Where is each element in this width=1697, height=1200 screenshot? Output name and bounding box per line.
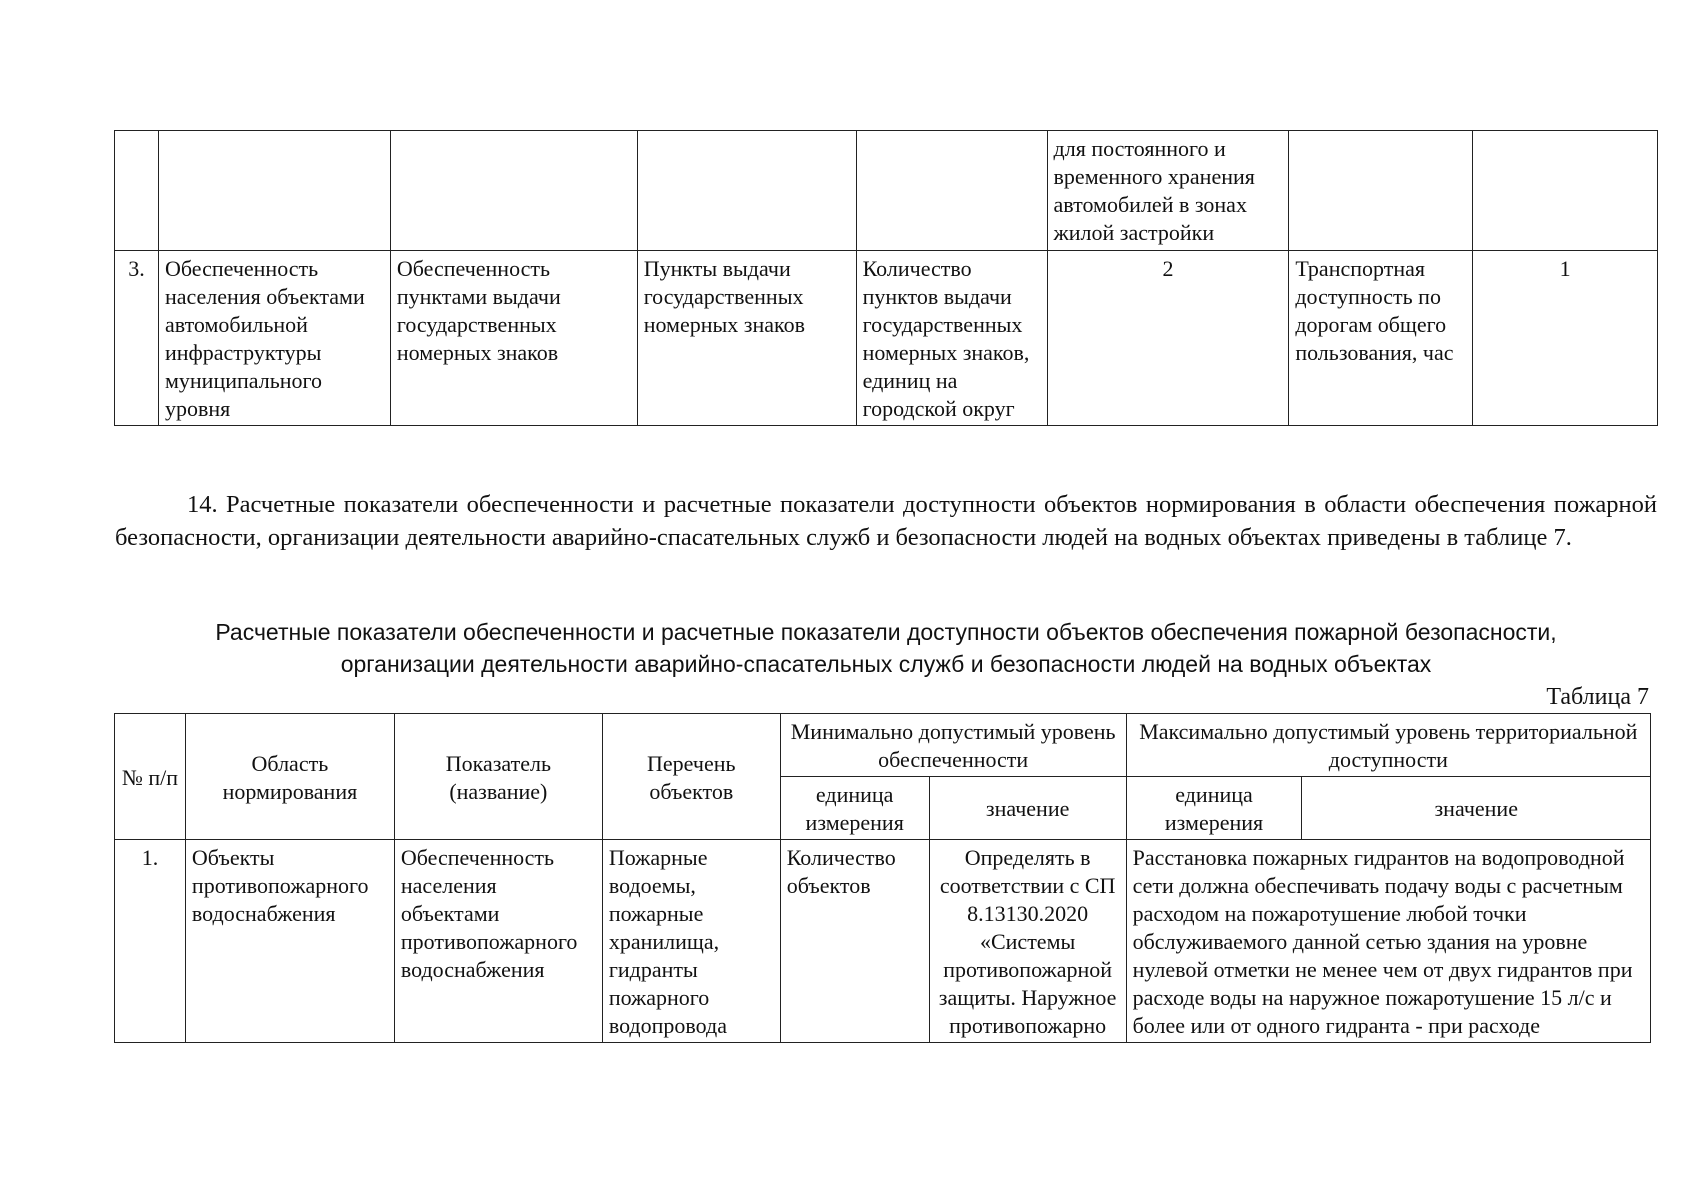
table-cell: Пожарные водоемы, пожарные хранилища, гидранты пожарного водопровода bbox=[602, 840, 780, 1043]
header-num: № п/п bbox=[115, 714, 186, 840]
header-value: значение bbox=[929, 777, 1126, 840]
table-cell: Расстановка пожарных гидрантов на водопроводной сети должна обеспечивать подачу воды с расчетным расходом на пожаротушение любой точки обслуживаемого данной сетью здания на уровне нулевой отметки не менее чем от двух гидрантов при расходе воды на наружное пожаротушение 15 л/с и более или от одного гидранта - при расходе bbox=[1126, 840, 1650, 1043]
table-cell: Пункты выдачи государственных номерных знаков bbox=[637, 251, 856, 426]
top-table bbox=[114, 130, 1658, 426]
header-objects: Перечень объектов bbox=[602, 714, 780, 840]
table-row bbox=[115, 251, 1658, 426]
paragraph-14: 14. Расчетные показатели обеспеченности и расчетные показатели доступности объектов нормирования в области обеспечения пожарной безопасности, организации деятельности аварийно-спасательных служб и безопасности людей на водных объектах приведены в таблице 7. bbox=[115, 491, 1657, 551]
row-number: 3. bbox=[115, 251, 159, 426]
table-cell: Количество пунктов выдачи государственных номерных знаков, единиц на городской округ bbox=[856, 251, 1047, 426]
table-cell: 1 bbox=[1473, 251, 1658, 426]
table-cell: Количество объектов bbox=[780, 840, 929, 1043]
table-row bbox=[115, 131, 1658, 251]
header-row bbox=[115, 714, 1651, 777]
table-number: Таблица 7 bbox=[1546, 684, 1649, 710]
header-min-level: Минимально допустимый уровень обеспеченности bbox=[780, 714, 1126, 777]
table-cell: 2 bbox=[1047, 251, 1289, 426]
row-number: 1. bbox=[115, 840, 186, 1043]
header-max-access: Максимально допустимый уровень территориальной доступности bbox=[1126, 714, 1650, 777]
table-cell: Определять в соответствии с СП 8.13130.2020 «Системы противопожарной защиты. Наружное противопожарно bbox=[929, 840, 1126, 1043]
header-unit: единица измерения bbox=[780, 777, 929, 840]
table-caption bbox=[114, 616, 1658, 680]
table-cell: Обеспеченность пунктами выдачи государственных номерных знаков bbox=[390, 251, 637, 426]
header-value-access: значение bbox=[1302, 777, 1651, 840]
table-cell: Транспортная доступность по дорогам общего пользования, час bbox=[1289, 251, 1473, 426]
table-cell: Обеспеченность населения объектами автомобильной инфраструктуры муниципального уровня bbox=[158, 251, 390, 426]
table-row bbox=[115, 840, 1651, 1043]
table-cell: для постоянного и временного хранения автомобилей в зонах жилой застройки bbox=[1047, 131, 1289, 251]
header-area: Область нормирования bbox=[185, 714, 394, 840]
caption-line-2: организации деятельности аварийно-спасательных служб и безопасности людей на водных объектах bbox=[340, 651, 1432, 677]
header-indicator: Показатель (название) bbox=[394, 714, 602, 840]
table-cell: Объекты противопожарного водоснабжения bbox=[185, 840, 394, 1043]
caption-line-1: Расчетные показатели обеспеченности и расчетные показатели доступности объектов обеспечения пожарной безопасности, bbox=[215, 619, 1557, 645]
table-cell: Обеспеченность населения объектами противопожарного водоснабжения bbox=[394, 840, 602, 1043]
header-unit-access: единица измерения bbox=[1126, 777, 1302, 840]
table-7 bbox=[114, 713, 1651, 1043]
